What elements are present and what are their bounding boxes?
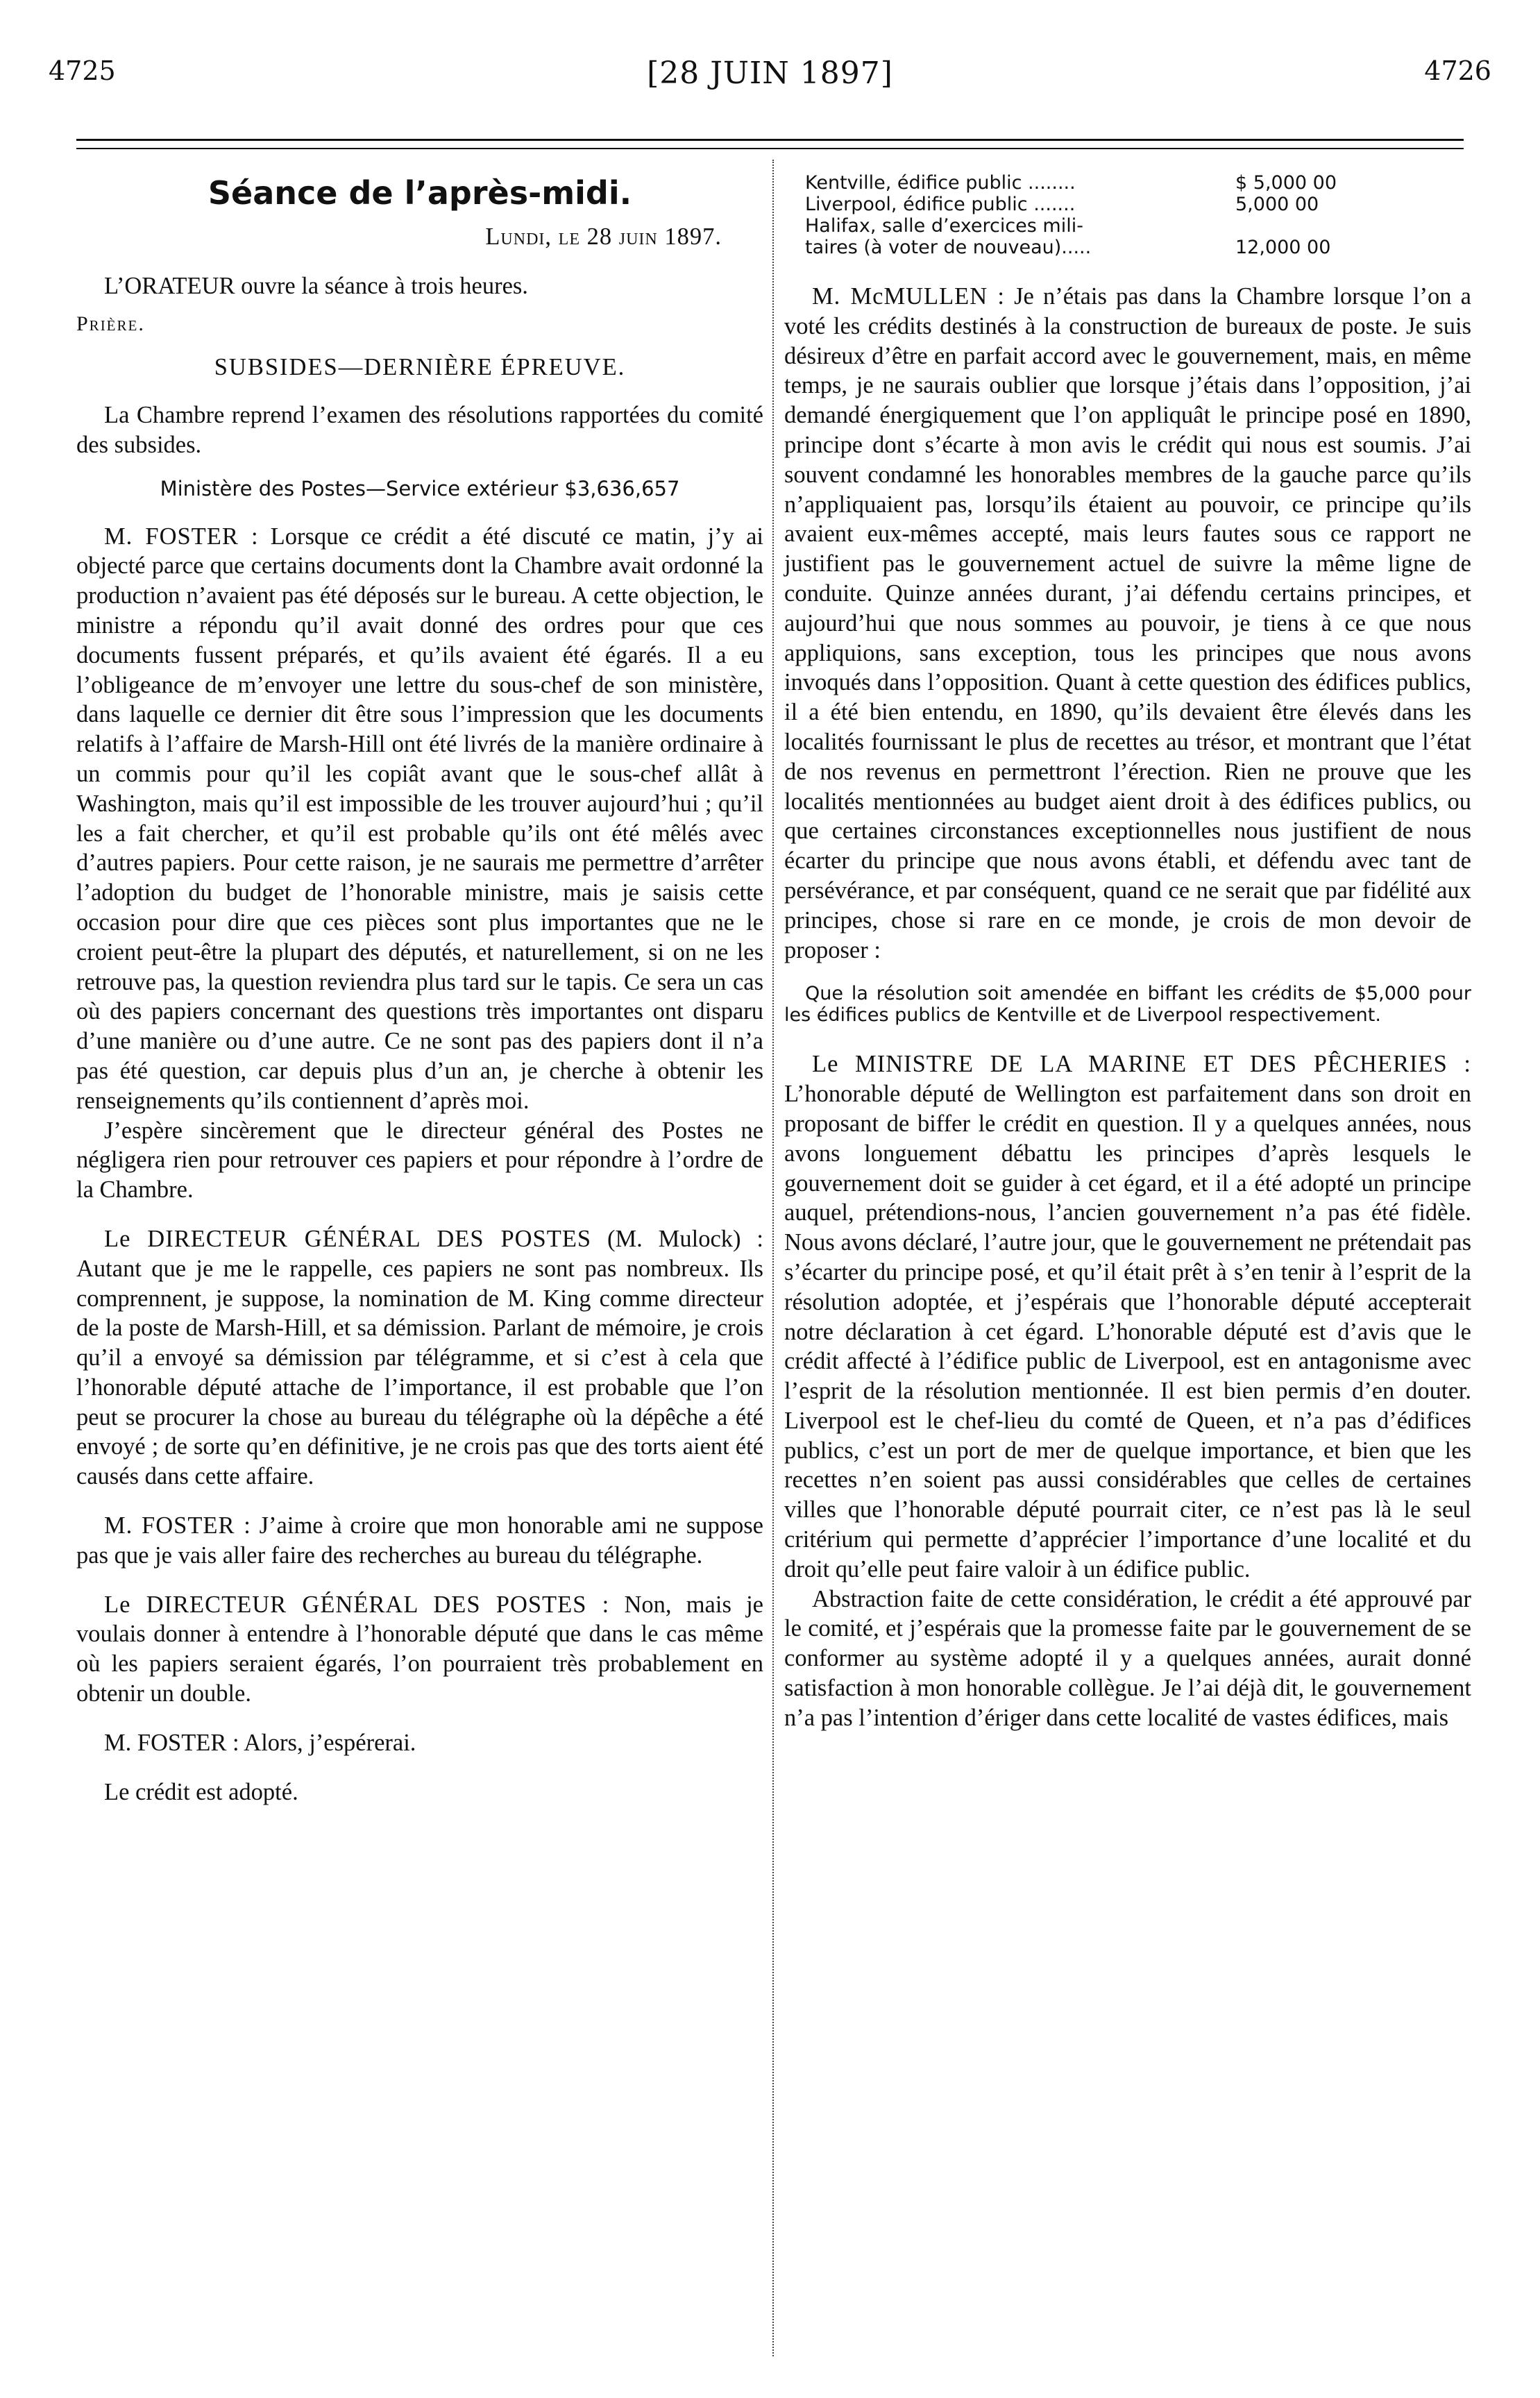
credit-row bbox=[805, 215, 1471, 237]
credit-label: Liverpool, édifice public ....... bbox=[805, 194, 1076, 215]
ministre-text: L’honorable député de Wellington est parfaitement dans son droit en proposant de biffer le crédit en question. Il y a quelques années, nous avons longuement débattu les principes d’après lesquels le gouvernement doit se guider à cet égard, et il a été adopté un principe auquel, prétendions-nous, l’ancien gouvernement n’a pas été fidèle. Nous avons déclaré, l’autre jour, que le gouvernement ne prétendait pas s’écarter du principe posé, et qu’il était prêt à s’en tenir à l’esprit de la résolution adoptée, et j’espérais que l’honorable député accepterait notre déclaration à cet égard. L’honorable député est d’avis que le crédit affecté à l’édifice public de Liverpool, est en antagonisme avec l’esprit de la résolution mentionnée. Il est bien permis d’en douter. Liverpool est le chef-lieu du comté de Queen, et n’a pas d’édifices publics, c’est un port de mer de quelque importance, et bien que les recettes n’en soient pas aussi considérables que celles de certaines villes que l’honorable député pourrait citer, ce n’est pas là le seul critérium qui permette d’apprécier l’importance d’une localité et du droit qu’elle peut faire valoir à un édifice public. bbox=[784, 1081, 1471, 1582]
credit-amount: 5,000 00 bbox=[1235, 194, 1319, 215]
paragraph-foster-1 bbox=[76, 522, 763, 1116]
paragraph-mcmullen bbox=[784, 282, 1471, 965]
credit-label: Halifax, salle d’exercices mili- bbox=[805, 215, 1083, 237]
foster-1-text: Lorsque ce crédit a été discuté ce matin, j’y ai objecté parce que certains documents dont la Chambre avait ordonné la production n’avaient pas été déposés sur le bureau. A cette objection, le ministre a répondu qu’il avait donné des ordres pour que ces documents fussent préparés, et qu’ils avaient été égarés. Il a eu l’obligeance de m’envoyer une lettre du sous-chef de son ministère, dans laquelle ce dernier dit être sous l’impression que les documents relatifs à l’affaire de Marsh-Hill ont été livrés de la manière ordinaire à un commis pour qu’il les copiât avant que le sous-chef allât à Washington, mais qu’il est impossible de les trouver aujourd’hui ; qu’il les a fait chercher, et qu’il est probable qu’ils ont été mêlés avec d’autres papiers. Pour cette raison, je ne saurais me permettre d’arrêter l’adoption du budget de l’honorable ministre, mais je saisis cette occasion pour dire que ces pièces sont plus importantes que ne le croient peut-être la plupart des députés, et naturellement, si on ne les retrouve pas, la question reviendra plus tard sur le tapis. Ce sera un cas où des papiers concernant des questions très importantes ont disparu d’une manière ou d’une autre. Ce ne sont pas des papiers dont il n’a pas été question, car depuis plus d’un an, je cherche à obtenir les renseignements qu’ils contiennent d’après moi. bbox=[76, 523, 764, 1114]
paragraph-ministre bbox=[784, 1049, 1471, 1584]
speaker-foster: M. FOSTER : bbox=[104, 1512, 251, 1539]
paragraph-abstraction: Abstraction faite de cette considération, le crédit a été approuvé par le comité, et j’espérais que la promesse faite par le gouvernement de se conformer au système adopté il y a quelques années, aurait donné satisfaction à mon honorable collègue. Je l’ai déjà dit, le gouvernement n’a pas l’intention d’ériger dans cette localité de vastes édifices, mais bbox=[784, 1585, 1471, 1731]
paragraph-foster-3 bbox=[76, 1511, 763, 1571]
paragraph-foster-4: M. FOSTER : Alors, j’espérerai. bbox=[104, 1729, 416, 1756]
credit-amount: 12,000 00 bbox=[1235, 237, 1331, 258]
paragraph-chambre: La Chambre reprend l’examen des résolutions rapportées du comité des subsides. bbox=[76, 402, 763, 458]
paragraph-directeur-1 bbox=[76, 1224, 763, 1492]
left-column bbox=[76, 172, 763, 1807]
paragraph-orateur: L’ORATEUR ouvre la séance à trois heures. bbox=[104, 272, 528, 299]
directeur-1-text: (M. Mulock) : Autant que je me le rappelle, ces papiers ne sont pas nombreux. Ils comprennent, je suppose, la nomination de M. King comme directeur de la poste de Marsh-Hill, et sa démission. Parlant de mémoire, je crois qu’il a envoyé sa démission par télégramme, et si c’est à cela que l’honorable député attache de l’importance, il est probable que l’on peut se procurer la chose au bureau du télégraphe où la dépêche a été envoyé ; de sorte qu’en définitive, je ne crois pas que des torts aient été causés dans cette affaire. bbox=[76, 1225, 763, 1490]
speaker-directeur: Le DIRECTEUR GÉNÉRAL DES POSTES : bbox=[104, 1591, 610, 1618]
foster-3-text: J’aime à croire que mon honorable ami ne suppose pas que je vais aller faire des recherches au bureau du télégraphe. bbox=[76, 1512, 763, 1569]
seance-date: Lundi, le 28 juin 1897. bbox=[485, 223, 722, 250]
paragraph-adopte: Le crédit est adopté. bbox=[104, 1778, 298, 1805]
column-divider bbox=[772, 160, 774, 2356]
page-number-right: 4726 bbox=[1424, 56, 1491, 86]
credit-row bbox=[805, 237, 1471, 258]
vote-item: Ministère des Postes—Service extérieur $3,636,657 bbox=[160, 476, 680, 500]
speaker-foster: M. FOSTER : bbox=[104, 523, 259, 550]
credit-row bbox=[805, 194, 1471, 215]
credit-row bbox=[805, 172, 1471, 194]
credits-table bbox=[805, 172, 1471, 258]
section-heading: SUBSIDES—DERNIÈRE ÉPREUVE. bbox=[214, 354, 626, 381]
paragraph-directeur-2 bbox=[76, 1590, 763, 1709]
speaker-directeur: Le DIRECTEUR GÉNÉRAL DES POSTES bbox=[104, 1225, 592, 1252]
mcmullen-text: Je n’étais pas dans la Chambre lorsque l’on a voté les crédits destinés à la construction de bureaux de poste. Je suis désireux d’être en parfait accord avec le gouvernement, mais, en même temps, je ne saurais oublier que lorsque j’étais dans l’opposition, j’ai demandé énergiquement que l’on appliquât le principe posé en 1890, principe dont s’écarte à mon avis le crédit qui nous est soumis. J’ai souvent condamné les honorables membres de la gauche parce qu’ils n’appliquaient pas, lorsqu’ils étaient au pouvoir, ce principe qu’ils avaient eux-mêmes accepté, mais leurs fautes sous ce rapport ne justifient pas le gouvernement actuel de suivre la même ligne de conduite. Quinze années durant, j’ai défendu certains principes, et aujourd’hui que nous sommes au pouvoir, je tiens à ce que nous appliquions, sans exception, tous les principes que nous avons invoqués dans l’opposition. Quant à cette question des édifices publics, il a été bien entendu, en 1890, qu’ils devaient être élevés dans les localités fournissant le plus de recettes au trésor, et montrant que l’état de nos revenus en permettront l’érection. Rien ne prouve que les localités mentionnées au budget aient droit à des édifices publics, ou que certaines circonstances exceptionnelles nous justifient de nous écarter du principe que nous avons établi, et défendu avec tant de persévérance, et par conséquent, quand ce ne serait que par fidélité aux principes, chose si rare en ce monde, je crois de mon devoir de proposer : bbox=[784, 283, 1471, 963]
issue-date: [28 JUIN 1897] bbox=[647, 56, 893, 91]
header-rule-bottom bbox=[76, 148, 1464, 149]
right-column bbox=[784, 172, 1471, 1733]
speaker-ministre: Le MINISTRE DE LA MARINE ET DES PÊCHERIES : bbox=[812, 1051, 1471, 1078]
page-header bbox=[49, 56, 1491, 111]
speaker-mcmullen: M. McMULLEN : bbox=[812, 283, 1005, 310]
seance-title: Séance de l’après-midi. bbox=[208, 174, 632, 212]
priere-heading: Prière. bbox=[76, 312, 145, 335]
amendment: Que la résolution soit amendée en biffant les crédits de $5,000 pour les édifices publics de Kentville et de Liverpool respectivement. bbox=[784, 983, 1471, 1027]
credit-label: taires (à voter de nouveau)..... bbox=[805, 237, 1092, 258]
credit-label: Kentville, édifice public ........ bbox=[805, 172, 1076, 194]
directeur-2-text: Non, mais je voulais donner à entendre à l’honorable député que dans le cas même où les papiers seraient égarés, l’on pourraient très probablement en obtenir un double. bbox=[76, 1591, 763, 1707]
paragraph-foster-2: J’espère sincèrement que le directeur général des Postes ne négligera rien pour retrouver ces papiers et pour répondre à l’ordre de la Chambre. bbox=[76, 1117, 763, 1204]
credit-amount bbox=[1235, 215, 1416, 237]
page-number-left: 4725 bbox=[49, 56, 116, 86]
header-rule-top bbox=[76, 139, 1464, 141]
credit-amount: $ 5,000 00 bbox=[1235, 172, 1337, 194]
